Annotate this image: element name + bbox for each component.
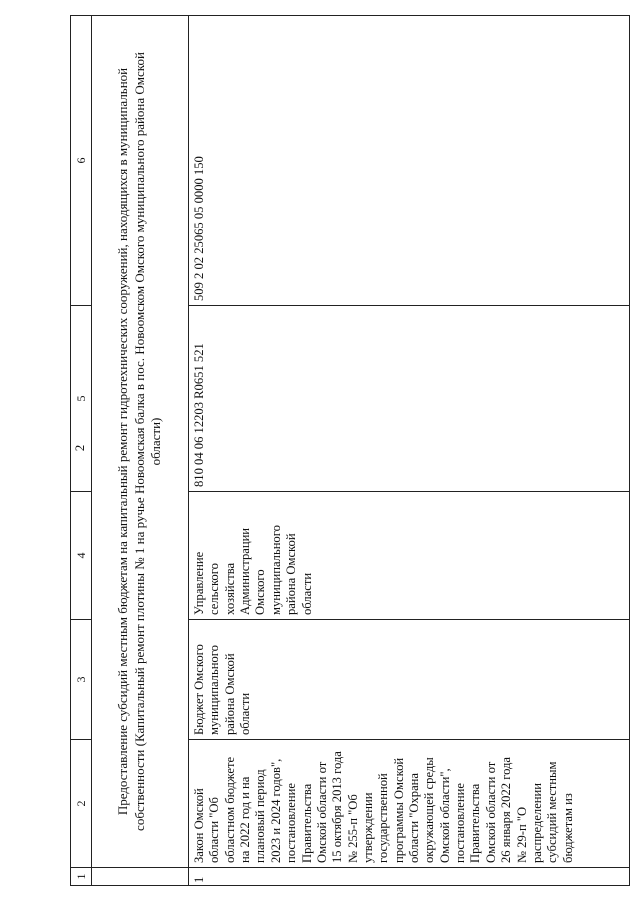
section-title: Предоставление субсидий местным бюджетам на капитальный ремонт гидротехнических сооружений, находящихся в муниципальной собственности (Капитальный ремонт плотины № 1 на ручье Новоомская балка в пос. Новоомском Омского муниципального района Омской области) [92,16,189,868]
column-number-4: 4 [71,492,92,620]
column-number-5: 5 [71,306,92,492]
column-number-2: 2 [71,740,92,868]
administrator-cell: Управление сельского хозяйства Администрации Омского муниципального района Омской области [189,492,630,620]
column-number-row [71,16,92,886]
column-number-3: 3 [71,620,92,740]
page-number: 2 [72,444,87,452]
column-number-6: 6 [71,16,92,306]
expense-code-cell: 810 04 06 12203 R0651 521 [189,306,630,492]
budget-cell: Бюджет Омского муниципального района Омской области [189,620,630,740]
column-number-1: 1 [71,868,92,886]
rotated-table-page [70,16,630,886]
budget-table [70,15,630,886]
document-sheet [70,16,630,886]
row-number: 1 [189,868,630,886]
section-row [92,16,189,886]
table-row [189,16,630,886]
section-spacer [92,868,189,886]
income-code-cell: 509 2 02 25065 05 0000 150 [189,16,630,306]
legal-basis-cell: Закон Омской области "Об областном бюджете на 2022 год и на плановый период 2023 и 2024 годов", постановление Правительства Омской области от 15 октября 2013 года № 255-п "Об утверждении государственной программы Омской области "Охрана окружающей среды Омской области", постановление Правительства Омской области от 26 января 2022 года № 29-п "О распределении субсидий местным бюджетам из [189,740,630,868]
